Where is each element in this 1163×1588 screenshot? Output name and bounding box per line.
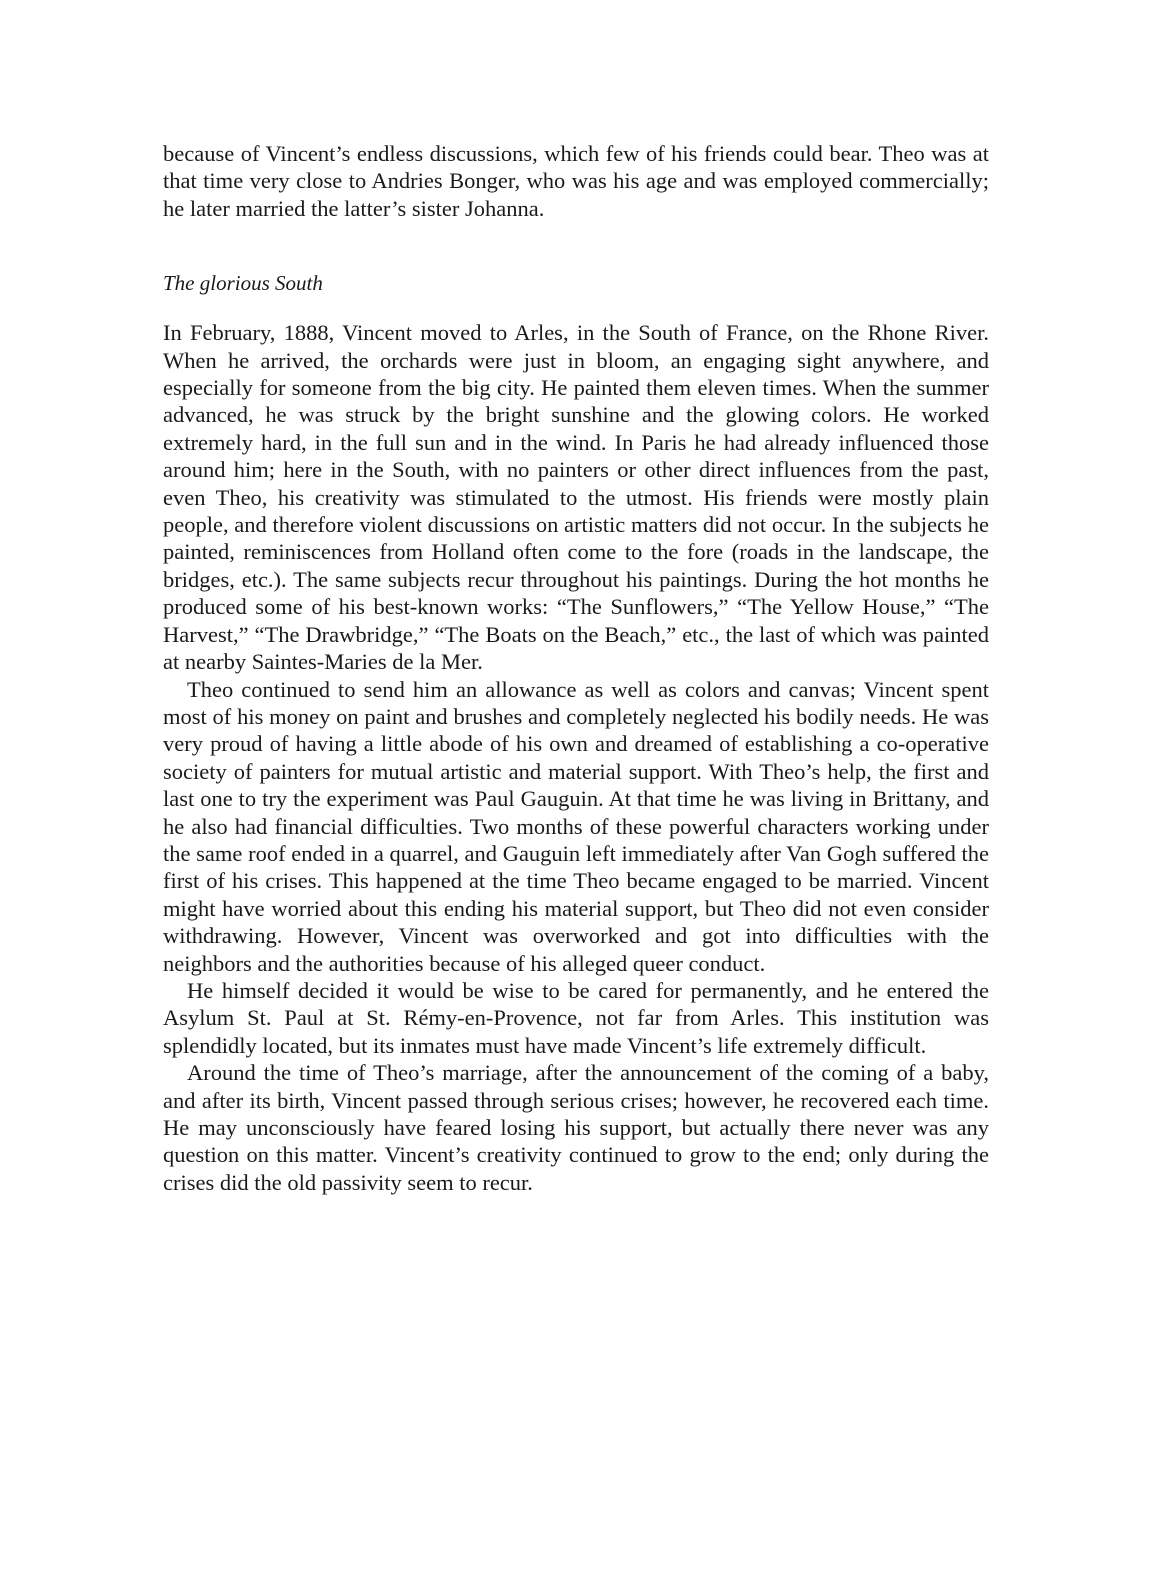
- body-paragraph: In February, 1888, Vincent moved to Arles, in the South of France, on the Rhone River. When he arrived, the orchards were just in bloom, an engaging sight anywhere, and especially for someone from the big city. He painted them eleven times. When the summer advanced, he was struck by the bright sunshine and the glowing colors. He worked extremely hard, in the full sun and in the wind. In Paris he had already influenced those around him; here in the South, with no painters or other direct influences from the past, even Theo, his creativity was stimulated to the utmost. His friends were mostly plain people, and therefore violent discussions on artistic matters did not occur. In the subjects he painted, reminiscences from Holland often come to the fore (roads in the landscape, the bridges, etc.). The same subjects recur throughout his paintings. During the hot months he produced some of his best-known works: “The Sunflowers,” “The Yellow House,” “The Harvest,” “The Drawbridge,” “The Boats on the Beach,” etc., the last of which was painted at nearby Saintes-Maries de la Mer.: [163, 320, 989, 675]
- body-paragraph: Theo continued to send him an allowance as well as colors and canvas; Vincent spent most of his money on paint and brushes and completely neglected his bodily needs. He was very proud of having a little abode of his own and dreamed of establishing a co-operative society of painters for mutual artistic and material support. With Theo’s help, the first and last one to try the experiment was Paul Gauguin. At that time he was living in Brittany, and he also had financial difficulties. Two months of these powerful characters working under the same roof ended in a quarrel, and Gauguin left immediately after Van Gogh suffered the first of his crises. This happened at the time Theo became engaged to be married. Vincent might have worried about this ending his material support, but Theo did not even consider withdrawing. However, Vincent was overworked and got into difficulties with the neighbors and the authorities because of his alleged queer conduct.: [163, 676, 989, 976]
- body-paragraph: He himself decided it would be wise to be cared for permanently, and he entered the Asylum St. Paul at St. Rémy-en-Provence, not far from Arles. This institution was splendidly located, but its inmates must have made Vincent’s life extremely difficult.: [163, 977, 989, 1058]
- body-paragraph: Around the time of Theo’s marriage, after the announcement of the coming of a baby, and after its birth, Vincent passed through serious crises; however, he recovered each time. He may unconsciously have feared losing his support, but actually there never was any question on this matter. Vincent’s creativity continued to grow to the end; only during the crises did the old passivity seem to recur.: [163, 1060, 989, 1195]
- section-title: The glorious South: [163, 271, 323, 296]
- page-body: [163, 140, 989, 1196]
- intro-paragraph: because of Vincent’s endless discussions, which few of his friends could bear. Theo was at that time very close to Andries Bonger, who was his age and was employed commercially; he later married the latter’s sister Johanna.: [163, 141, 989, 221]
